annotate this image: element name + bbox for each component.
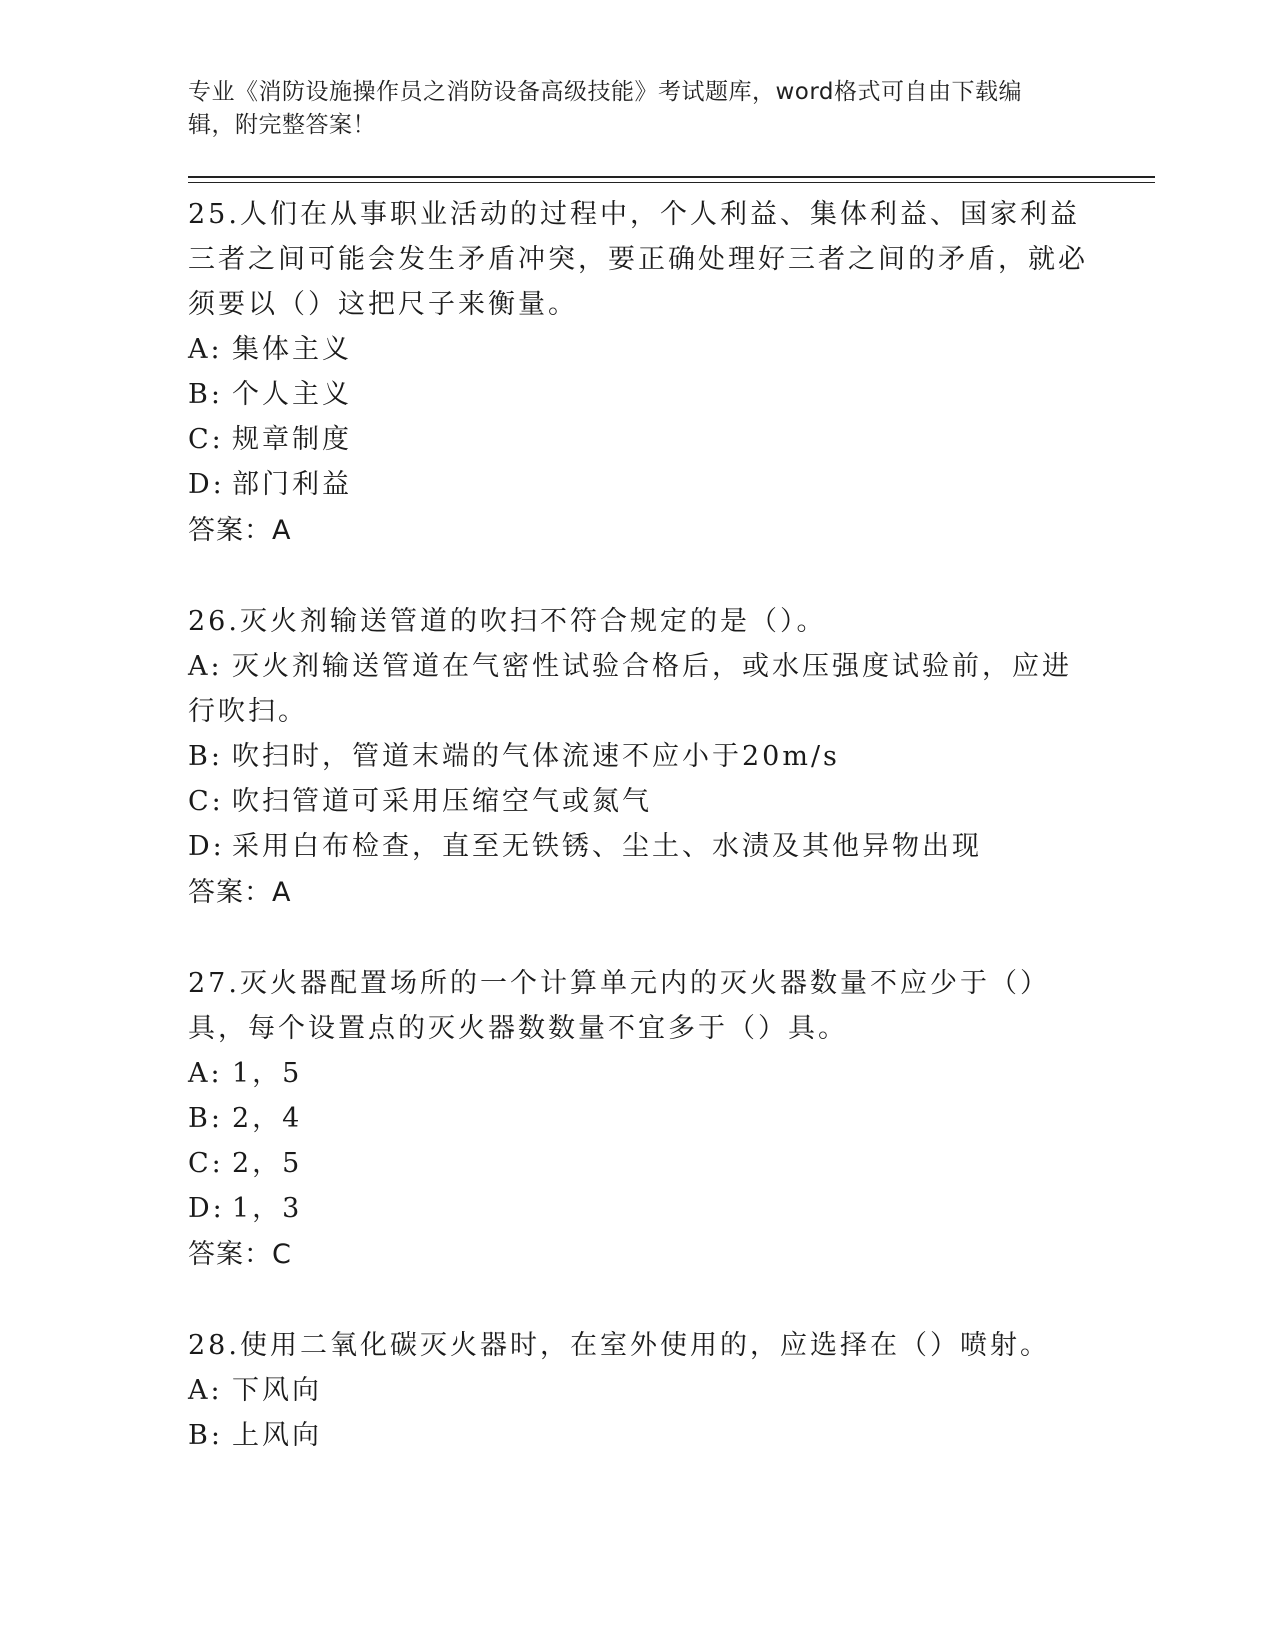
option-d	[188, 824, 1088, 869]
option-key: B:	[188, 1103, 223, 1134]
option-key: A:	[188, 1375, 223, 1406]
answer-line: 答案：C	[188, 1239, 292, 1270]
document-header: 专业《消防设施操作员之消防设备高级技能》考试题库，word格式可自由下载编辑，附完整答案！	[188, 79, 1023, 138]
option-d	[188, 462, 1088, 507]
option-text: 下风向	[232, 1375, 322, 1406]
option-key: C:	[188, 1148, 224, 1179]
option-text: 采用白布检查，直至无铁锈、尘土、水渍及其他异物出现	[232, 831, 982, 862]
option-key: B:	[188, 741, 223, 772]
option-b	[188, 1096, 1088, 1141]
option-a	[188, 327, 1088, 372]
option-text: 上风向	[232, 1420, 322, 1451]
option-c	[188, 1141, 1088, 1186]
option-d	[188, 1186, 1088, 1231]
question-28	[188, 1323, 1088, 1458]
header-divider-thin	[188, 182, 1155, 183]
option-text: 2，5	[232, 1148, 303, 1179]
option-key: D:	[188, 831, 225, 862]
question-spacer	[188, 1278, 1088, 1323]
question-stem: 26.灭火剂输送管道的吹扫不符合规定的是（）。	[188, 606, 827, 637]
option-text: 2，4	[232, 1103, 303, 1134]
option-key: B:	[188, 379, 223, 410]
question-stem: 27.灭火器配置场所的一个计算单元内的灭火器数量不应少于（）具，每个设置点的灭火器数数量不宜多于（）具。	[188, 968, 1050, 1044]
question-27	[188, 961, 1088, 1278]
answer-line: 答案：A	[188, 515, 292, 546]
option-text: 规章制度	[232, 424, 352, 455]
question-stem: 28.使用二氧化碳灭火器时，在室外使用的，应选择在（）喷射。	[188, 1330, 1050, 1361]
option-c	[188, 779, 1088, 824]
option-text: 吹扫管道可采用压缩空气或氮气	[232, 786, 652, 817]
option-b	[188, 372, 1088, 417]
option-text: 部门利益	[232, 469, 352, 500]
option-key: C:	[188, 424, 224, 455]
question-25	[188, 192, 1088, 554]
option-key: D:	[188, 1193, 225, 1224]
option-key: B:	[188, 1420, 223, 1451]
question-spacer	[188, 554, 1088, 599]
option-a	[188, 1051, 1088, 1096]
option-key: A:	[188, 651, 223, 682]
option-a	[188, 1368, 1088, 1413]
header-divider-thick	[188, 176, 1155, 178]
option-c	[188, 417, 1088, 462]
option-key: A:	[188, 1058, 223, 1089]
option-key: D:	[188, 469, 225, 500]
answer-line: 答案：A	[188, 877, 292, 908]
question-stem: 25.人们在从事职业活动的过程中，个人利益、集体利益、国家利益三者之间可能会发生矛盾冲突，要正确处理好三者之间的矛盾，就必须要以（）这把尺子来衡量。	[188, 199, 1088, 320]
option-text: 1，5	[232, 1058, 303, 1089]
option-b	[188, 1413, 1088, 1458]
option-key: A:	[188, 334, 223, 365]
option-text: 集体主义	[232, 334, 352, 365]
option-text: 吹扫时，管道末端的气体流速不应小于20m/s	[232, 741, 840, 772]
option-key: C:	[188, 786, 224, 817]
question-spacer	[188, 916, 1088, 961]
option-a	[188, 644, 1088, 734]
option-text: 灭火剂输送管道在气密性试验合格后，或水压强度试验前，应进行吹扫。	[188, 651, 1072, 727]
option-text: 1，3	[232, 1193, 303, 1224]
question-list	[188, 192, 1088, 1458]
option-b	[188, 734, 1088, 779]
question-26	[188, 599, 1088, 916]
option-text: 个人主义	[232, 379, 352, 410]
